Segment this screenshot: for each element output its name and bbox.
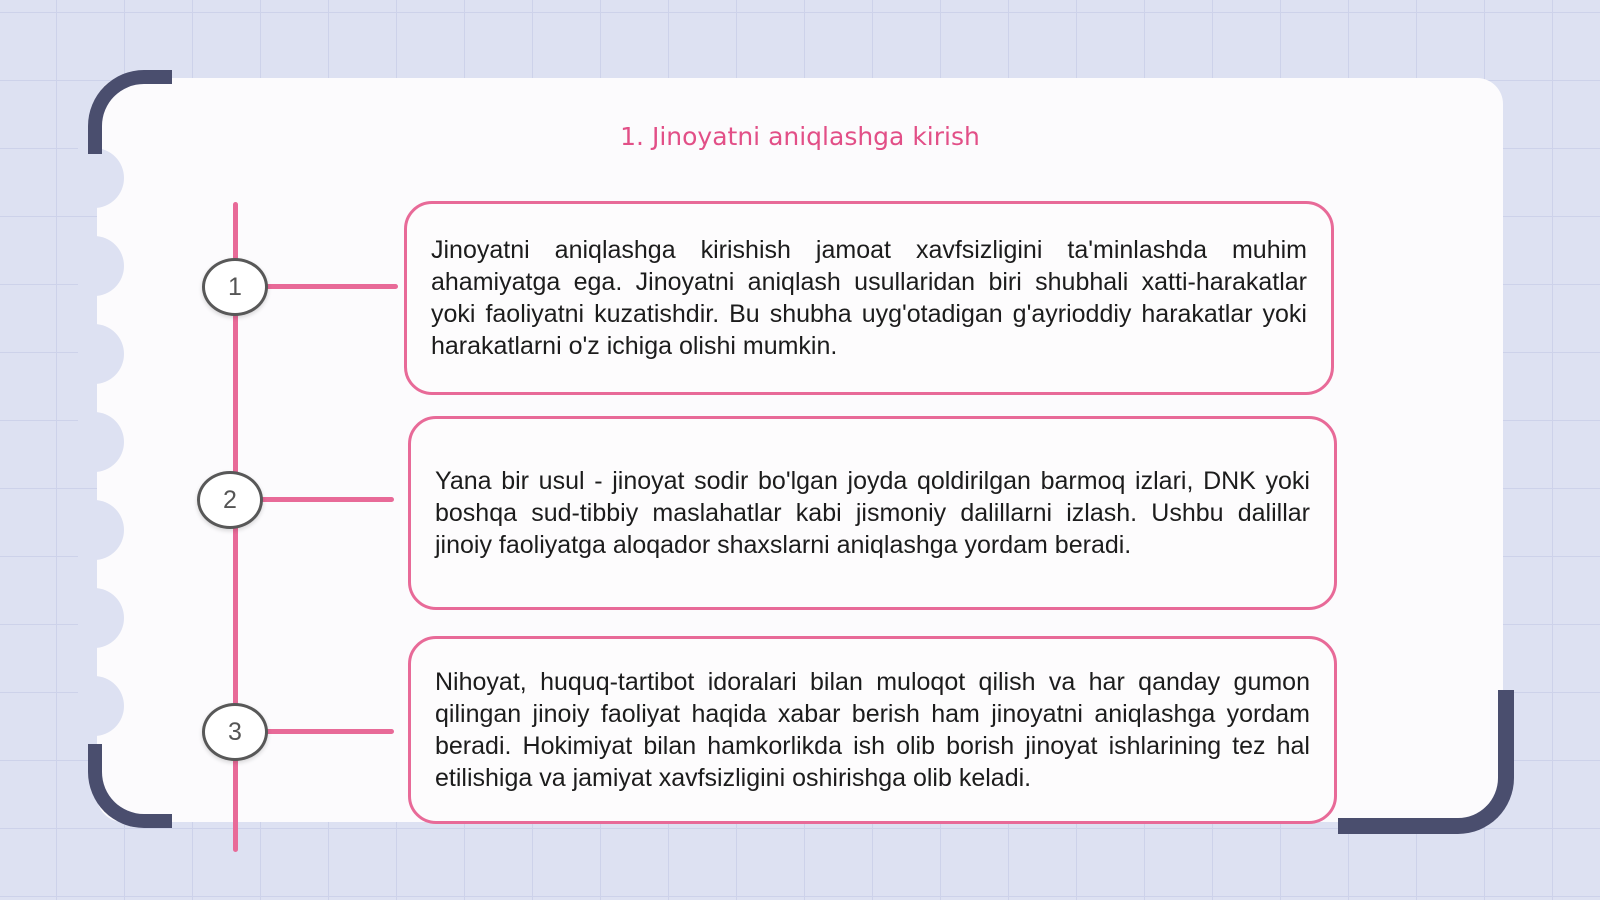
corner-bracket-bottom-right [1338, 690, 1514, 834]
timeline-connector-3 [264, 729, 394, 734]
step-text-2: Yana bir usul - jinoyat sodir bo'lgan joyda qoldirilgan barmoq izlari, DNK yoki boshqa sud-tibbiy maslahatlar kabi jismoniy dalillarni izlash. Ushbu dalillar jinoiy faoliyatga aloqador shaxslarni aniqlashga yordam beradi. [435, 467, 1310, 559]
step-number-badge-3: 3 [202, 703, 268, 761]
corner-bracket-bottom-left [88, 744, 172, 828]
slide-title: 1. Jinoyatni aniqlashga kirish [620, 122, 980, 151]
step-card-2 [408, 416, 1337, 610]
step-text-3: Nihoyat, huquq-tartibot idoralari bilan muloqot qilish va har qanday gumon qilingan jinoiy faoliyat haqida xabar berish ham jinoyatni aniqlashga yordam beradi. Hokimiyat bilan hamkorlikda ish olib borish jinoyat ishlarining tez hal etilishiga va jamiyat xavfsizligini oshirishga olib keladi. [435, 668, 1310, 792]
step-number-badge-1: 1 [202, 258, 268, 316]
step-card-1 [404, 201, 1334, 395]
timeline-connector-1 [264, 284, 398, 289]
step-number-badge-2: 2 [197, 471, 263, 529]
timeline-connector-2 [260, 497, 394, 502]
step-text-1: Jinoyatni aniqlashga kirishish jamoat xavfsizligini ta'minlashda muhim ahamiyatga ega. Jinoyatni aniqlash usullaridan biri shubhali xatti-harakatlar yoki faoliyatni kuzatishdir. Bu shubha uyg'otadigan g'ayrioddiy harakatlar yoki harakatlarni o'z ichiga olishi mumkin. [431, 236, 1307, 360]
step-card-3 [408, 636, 1337, 824]
